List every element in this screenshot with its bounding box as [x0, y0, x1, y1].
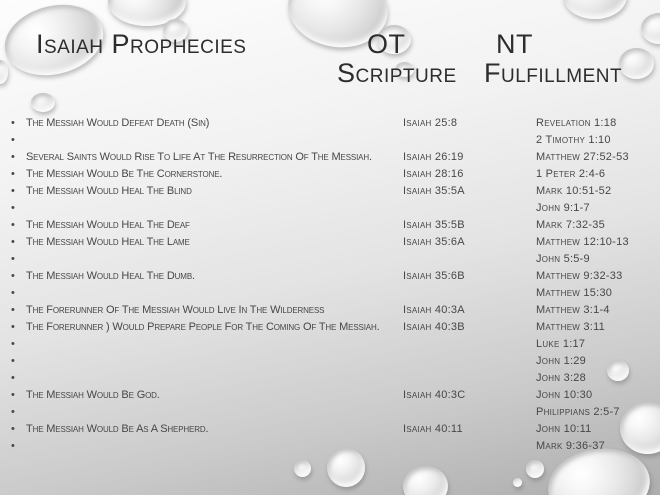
- ot-scripture-ref: Isaiah 25:8: [403, 117, 458, 129]
- table-row: [10, 370, 660, 387]
- prophecy-text: The Messiah Would Be God.: [26, 389, 160, 401]
- bullet-icon: •: [11, 151, 15, 163]
- prophecy-text: [26, 251, 403, 268]
- ot-scripture-ref: [403, 353, 536, 370]
- ot-scripture-ref: Isaiah 35:5B: [403, 219, 465, 231]
- column-header-ot: OT: [367, 29, 406, 59]
- nt-fulfillment-ref: John 10:11: [536, 423, 592, 435]
- ot-scripture-ref: [403, 285, 536, 302]
- prophecy-text: [26, 132, 403, 149]
- column-header-nt: NT: [496, 29, 533, 59]
- bullet-icon: •: [11, 440, 15, 452]
- bullet-icon: •: [11, 389, 15, 401]
- bullet-icon: •: [11, 338, 15, 350]
- water-droplet-icon: [403, 466, 448, 495]
- ot-scripture-ref: Isaiah 26:19: [403, 151, 464, 163]
- nt-fulfillment-ref: John 9:1-7: [536, 202, 590, 214]
- nt-fulfillment-ref: 1 Peter 2:4-6: [536, 168, 606, 180]
- bullet-icon: •: [11, 270, 15, 282]
- ot-scripture-ref: Isaiah 40:3C: [403, 389, 466, 401]
- ot-scripture-ref: Isaiah 40:11: [403, 423, 463, 435]
- nt-fulfillment-ref: Matthew 3:11: [536, 321, 605, 333]
- nt-fulfillment-ref: Matthew 27:52-53: [536, 151, 629, 163]
- table-row: [10, 132, 660, 149]
- table-row: [10, 268, 660, 285]
- table-row: [10, 421, 660, 438]
- table-row: [10, 234, 660, 251]
- ot-scripture-ref: [403, 200, 536, 217]
- water-droplet-icon: [513, 478, 522, 487]
- bullet-icon: •: [11, 372, 15, 384]
- prophecy-text: The Messiah Would Be The Cornerstone.: [26, 168, 223, 180]
- bullet-icon: •: [11, 355, 15, 367]
- table-row: [10, 319, 660, 336]
- bullet-icon: •: [11, 219, 15, 231]
- ot-scripture-ref: [403, 132, 536, 149]
- nt-fulfillment-ref: John 10:30: [536, 389, 593, 401]
- nt-fulfillment-ref: Luke 1:17: [536, 338, 586, 350]
- bullet-icon: •: [11, 287, 15, 299]
- column-header-nt-fulfillment: Fulfillment: [484, 58, 623, 88]
- table-row: [10, 200, 660, 217]
- prophecy-text: [26, 404, 403, 421]
- ot-scripture-ref: [403, 251, 536, 268]
- nt-fulfillment-ref: Mark 9:36-37: [536, 440, 605, 452]
- nt-fulfillment-ref: John 5:5-9: [536, 253, 590, 265]
- bullet-icon: •: [11, 406, 15, 418]
- table-row: [10, 149, 660, 166]
- bullet-icon: •: [11, 253, 15, 265]
- prophecy-text: The Forerunner ) Would Prepare People For The Coming Of The Messiah.: [26, 321, 380, 333]
- nt-fulfillment-ref: Mark 10:51-52: [536, 185, 612, 197]
- table-row: [10, 438, 660, 455]
- ot-scripture-ref: Isaiah 28:16: [403, 168, 464, 180]
- table-row: [10, 387, 660, 404]
- bullet-icon: •: [11, 202, 15, 214]
- ot-scripture-ref: [403, 370, 536, 387]
- ot-scripture-ref: Isaiah 40:3B: [403, 321, 465, 333]
- nt-fulfillment-ref: Revelation 1:18: [536, 117, 617, 129]
- nt-fulfillment-ref: Matthew 12:10-13: [536, 236, 629, 248]
- nt-fulfillment-ref: Mark 7:32-35: [536, 219, 605, 231]
- nt-fulfillment-ref: Matthew 15:30: [536, 287, 613, 299]
- prophecy-text: The Messiah Would Heal The Deaf: [26, 219, 190, 231]
- water-droplet-icon: [31, 93, 55, 112]
- prophecy-text: The Messiah Would Be As A Shepherd.: [26, 423, 209, 435]
- table-row: [10, 217, 660, 234]
- ot-scripture-ref: [403, 404, 536, 421]
- ot-scripture-ref: [403, 438, 536, 455]
- nt-fulfillment-ref: John 3:28: [536, 372, 586, 384]
- water-droplet-icon: [294, 460, 311, 477]
- ot-scripture-ref: [403, 336, 536, 353]
- table-row: [10, 166, 660, 183]
- water-droplet-icon: [526, 460, 544, 478]
- table-row: [10, 302, 660, 319]
- ot-scripture-ref: Isaiah 35:6B: [403, 270, 465, 282]
- bullet-icon: •: [11, 236, 15, 248]
- nt-fulfillment-ref: Matthew 3:1-4: [536, 304, 610, 316]
- prophecy-text: [26, 438, 403, 455]
- prophecy-text: [26, 285, 403, 302]
- water-droplet-icon: [563, 0, 627, 19]
- table-row: [10, 404, 660, 421]
- water-droplet-icon: [0, 60, 8, 84]
- table-row: [10, 285, 660, 302]
- nt-fulfillment-ref: John 1:29: [536, 355, 586, 367]
- bullet-icon: •: [11, 321, 15, 333]
- table-row: [10, 353, 660, 370]
- slide-title: Isaiah Prophecies: [36, 29, 247, 59]
- water-droplet-icon: [641, 13, 660, 44]
- table-row: [10, 251, 660, 268]
- prophecy-text: [26, 200, 403, 217]
- prophecy-table: [10, 115, 660, 455]
- prophecy-text: [26, 336, 403, 353]
- nt-fulfillment-ref: Philippians 2:5-7: [536, 406, 620, 418]
- prophecy-text: The Messiah Would Defeat Death (Sin): [26, 117, 210, 129]
- prophecy-text: [26, 353, 403, 370]
- table-row: [10, 115, 660, 132]
- bullet-icon: •: [11, 185, 15, 197]
- nt-fulfillment-ref: Matthew 9:32-33: [536, 270, 623, 282]
- table-row: [10, 336, 660, 353]
- bullet-icon: •: [11, 117, 15, 129]
- ot-scripture-ref: Isaiah 35:5A: [403, 185, 465, 197]
- table-row: [10, 183, 660, 200]
- ot-scripture-ref: Isaiah 35:6A: [403, 236, 465, 248]
- nt-fulfillment-ref: 2 Timothy 1:10: [536, 134, 611, 146]
- column-header-ot-scripture: Scripture: [337, 58, 457, 88]
- water-droplet-icon: [619, 48, 654, 79]
- prophecy-text: [26, 370, 403, 387]
- prophecy-text: Several Saints Would Rise To Life At The Resurrection Of The Messiah.: [26, 151, 372, 163]
- prophecy-text: The Messiah Would Heal The Lame: [26, 236, 190, 248]
- bullet-icon: •: [11, 168, 15, 180]
- prophecy-text: The Forerunner Of The Messiah Would Live In The Wilderness: [26, 304, 325, 316]
- bullet-icon: •: [11, 423, 15, 435]
- prophecy-text: The Messiah Would Heal The Blind: [26, 185, 192, 197]
- ot-scripture-ref: Isaiah 40:3A: [403, 304, 465, 316]
- bullet-icon: •: [11, 304, 15, 316]
- prophecy-text: The Messiah Would Heal The Dumb.: [26, 270, 195, 282]
- bullet-icon: •: [11, 134, 15, 146]
